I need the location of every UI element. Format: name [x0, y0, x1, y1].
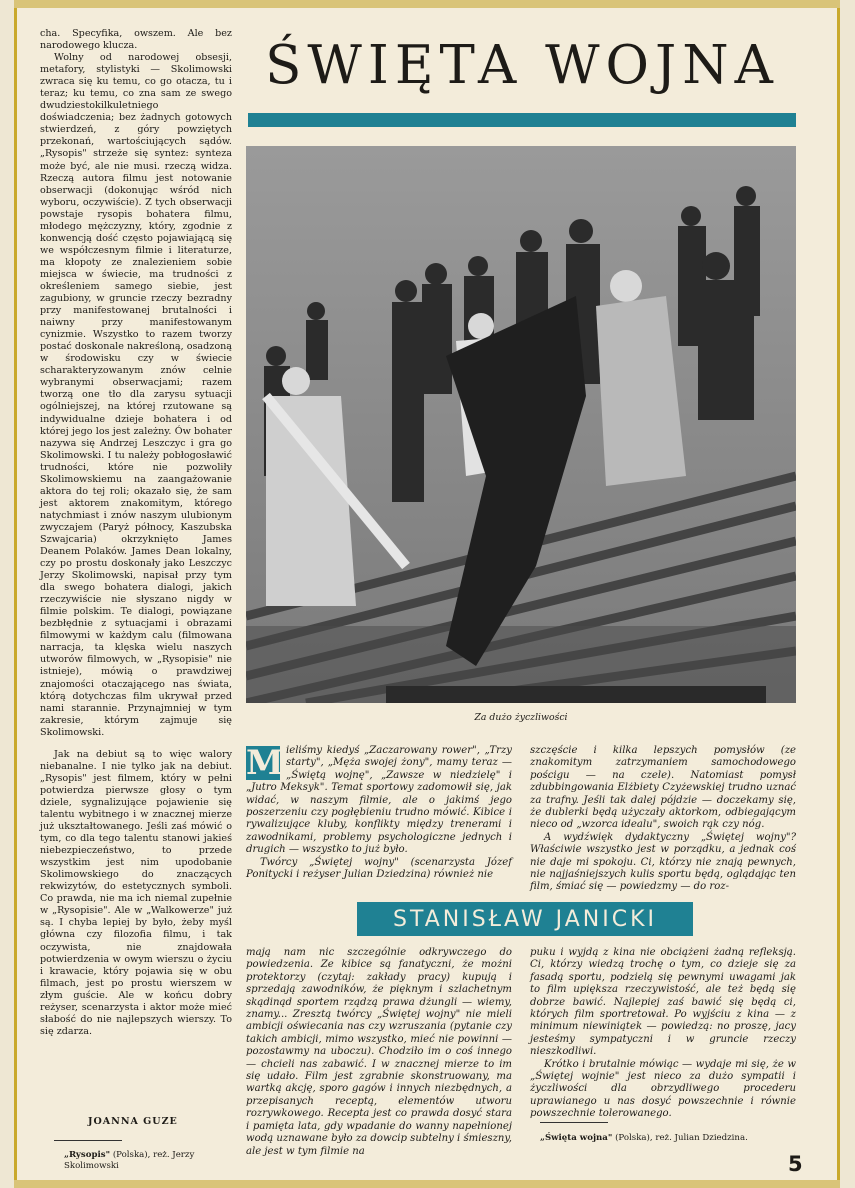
footnote-right: [540, 1133, 796, 1143]
review-paragraph: Krótko i brutalnie mówiąc — wydaje mi się, że w „Świętej wojnie" jest nieco za dużo sympatii i życzliwości dla obrzydliwego procederu uprawianego u nas dosyć powszechnie i równie powszechnie tolerowanego.: [530, 1058, 796, 1120]
page-title: ŚWIĘTA WOJNA: [265, 35, 779, 96]
left-paragraph: Jak na debiut są to więc walory niebanalne. I nie tylko jak na debiut. „Rysopis" jest filmem, który w pełni potwierdza pierwsze głosy o tym dziele, sygnalizujące pojawienie się talentu wybitnego i w znacznej mierze już ukształtowanego. Jeśli zaś mówić o tym, co dla tego talentu stanowi jakieś niebezpieczeństwo, to przede wszystkim jest nim upodobanie Skolimowskiego do znaczących rekwizytów, do estetycznych symboli. Co prawda, nie ma ich niemal zupełnie w „Rysopisie". Ale w „Walkowerze" już są. I chyba lepiej by było, żeby myśl główna czy filozofia filmu, i tak oczywista, nie znajdowała potwierdzenia w owym wierszu o życiu i krawacie, który pojawia się w obu filmach, jest po prostu wierszem w złym guście. Ale w końcu dobry reżyser, scenarzysta i aktor może mieć słabość do nie najlepszych wierszy. To się zdarza.: [40, 748, 232, 1037]
page-number: 5: [788, 1152, 803, 1176]
footnote-rule: [54, 1140, 122, 1141]
author-banner: [357, 902, 693, 936]
review-paragraph: ieliśmy kiedyś „Zaczarowany rower", „Trzy starty", „Męża swojej żony", mamy teraz — „Świętą wojnę", „Zawsze w niedzielę" i „Jutro Meksyk". Temat sportowy zadomowił się, jak widać, w naszym filmie, ale o jakimś jego poszerzeniu czy pogłębieniu trudno mówić. Kibice i rywalizujące kluby, konflikty między trenerami i zawodnikami, problemy psychologiczne jednych i drugich — wszystko to już było.: [246, 745, 512, 856]
review-upper-col1: [246, 745, 512, 881]
left-column-article: [40, 28, 232, 1038]
footnote-title: „Rysopis": [64, 1150, 111, 1160]
review-paragraph: mają nam nic szczególnie odkrywczego do powiedzenia. Ze kibice są fanatyczni, że możni protektorzy (czytaj: zakłady pracy) kupują i sprzedają zawodników, że pięknym i szlachetnym skądinąd sportem rządzą prawa dżungli — wiemy, znamy... Zresztą twórcy „Świętej wojny" nie mieli ambicji oświecania nas czy wzruszania (pytanie czy takich ambicji, mimo wszystko, mieć nie powinni — pozostawmy na uboczu). Chodziło im o coś innego — chcieli nas zabawić. I w znacznej mierze to im się udało. Film jest zgrabnie skonstruowany, ma wartką akcję, sporo gagów i innych niezbędnych, a przepisanych receptą, elementów utworu rozrywkowego. Recepta jest co prawda dosyć stara i pamięta lata, gdy wpadanie do wanny napełnionej wodą uznawane było za dowcip subtelny i śmieszny, ale jest w tym filmie na: [246, 947, 512, 1157]
footnote-credit: (Polska), reż. Jerzy Skolimowski: [64, 1150, 195, 1171]
footnote-title: „Święta wojna": [540, 1133, 613, 1143]
film-still-photo: [246, 146, 796, 703]
review-upper-col2: [530, 745, 796, 894]
review-lower-col1: [246, 947, 512, 1158]
left-paragraph: Wolny od narodowej obsesji, metafory, stylistyki — Skolimowski zwraca się ku temu, co go otacza, tu i teraz; ku temu, co zna sam ze swego dwudziestokilkuletniego doświadczenia; bez żadnych gotowych stwierdzeń, z góry powziętych przekonań, wartościujących sądów. „Rysopis" strzeże się syntez: synteza może być, ale nie musi. rzeczą widza. Rzeczą autora filmu jest notowanie obserwacji (dokonując wśród nich wyboru, oczywiście). Z tych obserwacji powstaje rysopis bohatera filmu, młodego mężczyzny, który, zgodnie z konwencją dość często pojawiającą się we współczesnym filmie i literaturze, ma kłopoty ze znalezieniem sobie miejsca w świecie, ma trudności z określeniem samego siebie, jest zagubiony, w gruncie rzeczy bezradny przy manifestowanej brutalności i naiwny przy manifestowanym cynizmie. Wszystko to razem tworzy postać doskonale nakreśloną, osadzoną w środowisku czy w świecie scharakteryzowanym znów celnie wybranymi obserwacjami; razem tworzą one tło dla zarysu sytuacji ogólniejszej, na której rzutowane są indywidualne dzieje bohatera i od której jego los jest zależny. Ów bohater nazywa się Andrzej Leszczyc i gra go Skolimowski. I tu należy pobłogosławić trudności, które nie pozwoliły Skolimowskiemu na zaangażowanie aktora do tej roli; okazało się, że sam jest aktorem znakomitym, którego natychmiast i znów naszym ulubionym zwyczajem (Paryż północy, Kaszubska Szwajcaria) okrzyknięto James Deanem Polaków. James Dean lokalny, czy po prostu doskonały jako Leszczyc Jerzy Skolimowski, napisał przy tym dla swego bohatera dialogi, jakich rzeczywiście nie słyszano nigdy w filmie polskim. Te dialogi, powiązane bezbłędnie z sytuacjami i obrazami filmowymi w każdym calu (filmowana narracja, ta klęska wielu naszych utworów filmowych, w „Rysopisie" nie istnieje), mówią o prawdziwej znajomości otaczającego nas świata, którą dotychczas film ukrywał przed nami starannie. Przynajmniej w tym zakresie, którym zajmuje się Skolimowski.: [40, 52, 232, 738]
review-paragraph: A wydźwięk dydaktyczny „Świętej wojny"? Właściwie wszystko jest w porządku, a jednak coś nie daje mi spokoju. Ci, którzy nie znają pewnych, nie najjaśniejszych kulis sportu będą, oglądając ten film, śmiać się — powiedzmy — do roz-: [530, 831, 796, 893]
author-signature: JOANNA GUZE: [88, 1116, 178, 1127]
review-lower-col2: [530, 947, 796, 1121]
review-paragraph: puku i wyjdą z kina nie obciążeni żadną refleksją. Ci, którzy wiedzą trochę o tym, co dzieje się za fasadą sportu, podzielą się pewnymi uwagami jak to film upiększa rzeczywistość, ale też będą się dobrze bawić. Najlepiej zaś bawić się będą ci, których film sportretował. Po wyjściu z kina — z minimum niewiniątek — powiedzą: no proszę, jacy jesteśmy sympatyczni i w gruncie rzeczy nieszkodliwi.: [530, 947, 796, 1058]
drop-cap: M: [246, 743, 284, 783]
review-paragraph: Twórcy „Świętej wojny" (scenarzysta Józef Ponitycki i reżyser Julian Dziedzina) również nie: [246, 856, 512, 881]
footnote-credit: (Polska), reż. Julian Dziedzina.: [615, 1133, 748, 1143]
scan-edge-top: [14, 0, 840, 8]
scan-edge-bottom: [14, 1180, 840, 1188]
photo-caption: Za dużo życzliwości: [474, 712, 568, 723]
review-paragraph: szczęście i kilka lepszych pomysłów (ze znakomitym zatrzymaniem samochodowego pościgu — na czele). Natomiast pomysł zdubbingowania Elżbiety Czyżewskiej trudno uznać za trafny. Jeśli tak dalej pójdzie — doczekamy się, że dublerki będą użyczały aktorkom, odbiegającym nieco od „wzorca idealu", swoich rąk czy nóg.: [530, 745, 796, 831]
footnote-rule: [540, 1122, 608, 1123]
footnote-left: [64, 1150, 236, 1172]
title-accent-bar: [248, 113, 796, 127]
left-paragraph: cha. Specyfika, owszem. Ale bez narodowego klucza.: [40, 28, 232, 52]
author-name: STANISŁAW JANICKI: [393, 906, 657, 932]
stadium-crowd-image: [246, 146, 796, 703]
